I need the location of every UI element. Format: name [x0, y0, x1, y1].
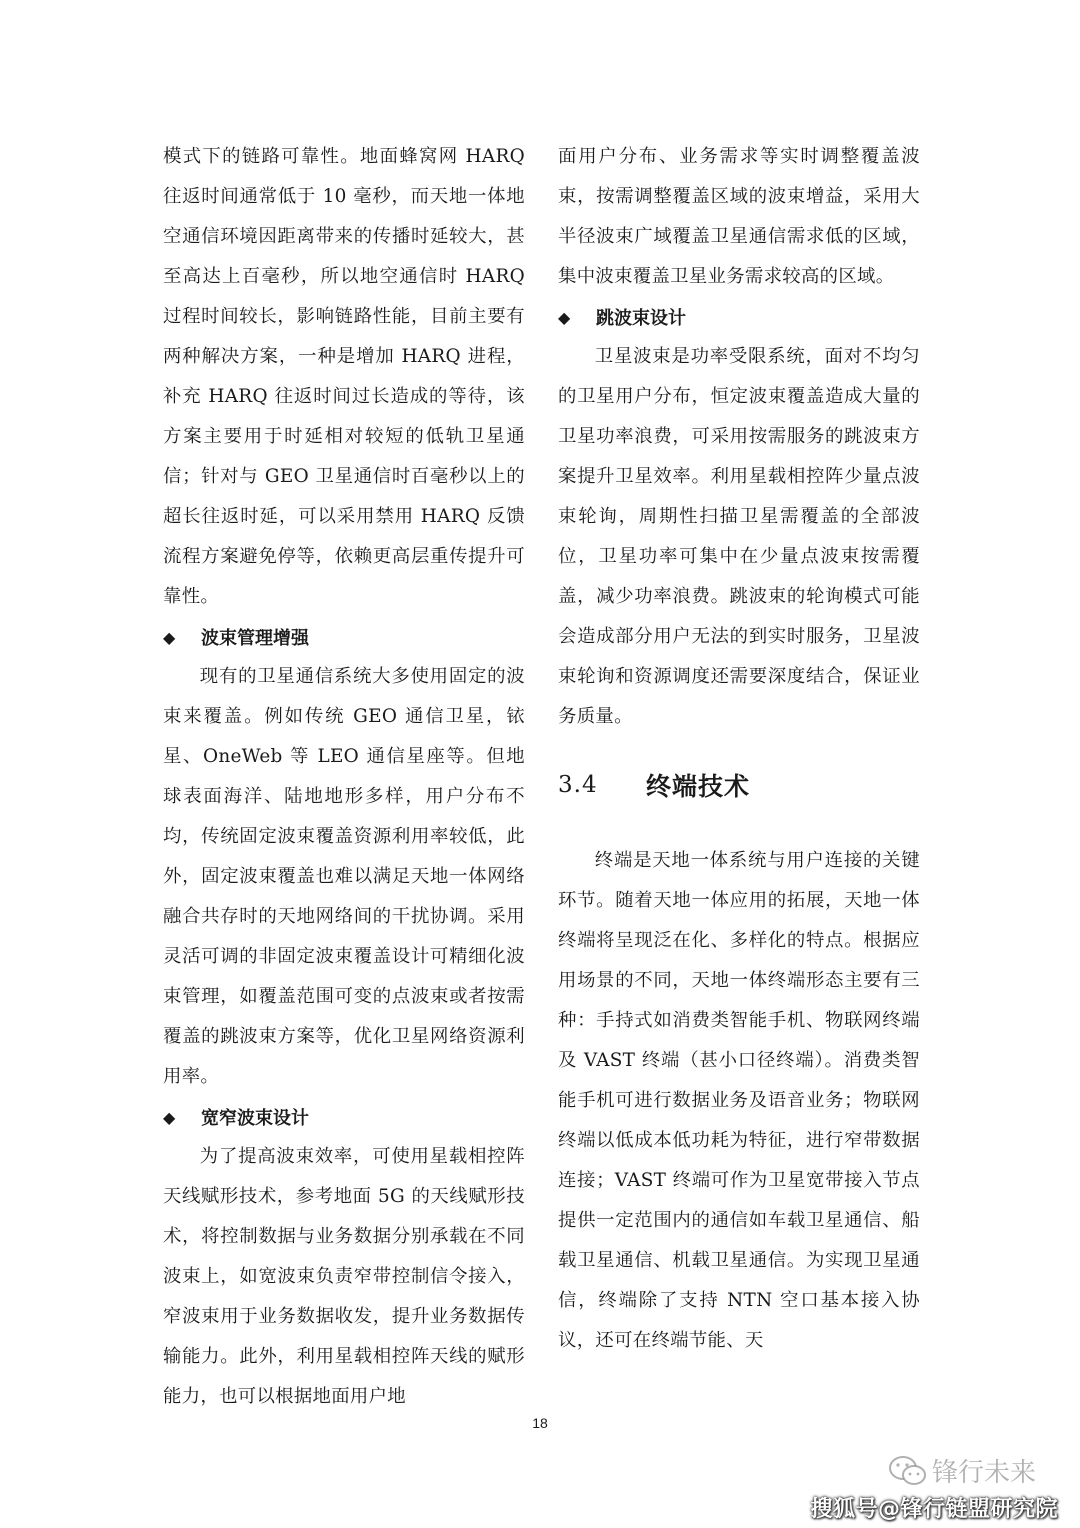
right-column — [558, 137, 920, 1361]
page-number: 18 — [532, 1415, 548, 1431]
subheading — [163, 617, 525, 657]
subheading — [163, 1097, 525, 1137]
diamond-bullet-icon: ◆ — [163, 1107, 176, 1127]
paragraph: 现有的卫星通信系统大多使用固定的波束来覆盖。例如传统 GEO 通信卫星，铱星、OneWeb 等 LEO 通信星座等。但地球表面海洋、陆地地形多样，用户分布不均，传统固定波束覆盖资源利用率较低，此外，固定波束覆盖也难以满足天地一体网络融合共存时的天地网络间的干扰协调。采用灵活可调的非固定波束覆盖设计可精细化波束管理，如覆盖范围可变的点波束或者按需覆盖的跳波束方案等，优化卫星网络资源利用率。 — [163, 666, 525, 1087]
paragraph: 模式下的链路可靠性。地面蜂窝网 HARQ 往返时间通常低于 10 毫秒，而天地一体地空通信环境因距离带来的传播时延较大，甚至高达上百毫秒，所以地空通信时 HARQ 过程时间较长，影响链路性能，目前主要有两种解决方案，一种是增加 HARQ 进程，补充 HARQ 往返时间过长造成的等待，该方案主要用于时延相对较短的低轨卫星通信；针对与 GEO 卫星通信时百毫秒以上的超长往返时延，可以采用禁用 HARQ 反馈流程方案避免停等，依赖更高层重传提升可靠性。 — [163, 146, 525, 607]
watermark-source: 搜狐号@锋行链盟研究院 — [810, 1497, 1058, 1522]
left-column — [163, 137, 525, 1417]
subheading-text: 波束管理增强 — [201, 628, 309, 649]
paragraph: 面用户分布、业务需求等实时调整覆盖波束，按需调整覆盖区域的波束增益，采用大半径波束广域覆盖卫星通信需求低的区域，集中波束覆盖卫星业务需求较高的区域。 — [558, 146, 920, 287]
watermark-brand-text: 锋行未来 — [932, 1458, 1037, 1488]
paragraph: 终端是天地一体系统与用户连接的关键环节。随着天地一体应用的拓展，天地一体终端将呈现泛在化、多样化的特点。根据应用场景的不同，天地一体终端形态主要有三种：手持式如消费类智能手机、物联网终端及 VAST 终端（甚小口径终端）。消费类智能手机可进行数据业务及语音业务；物联网终端以低成本低功耗为特征，进行窄带数据连接；VAST 终端可作为卫星宽带接入节点提供一定范围内的通信如车载卫星通信、船载卫星通信、机载卫星通信。为实现卫星通信，终端除了支持 NTN 空口基本接入协议，还可在终端节能、天 — [558, 850, 920, 1351]
paragraph: 为了提高波束效率，可使用星载相控阵天线赋形技术，参考地面 5G 的天线赋形技术，将控制数据与业务数据分别承载在不同波束上，如宽波束负责窄带控制信令接入，窄波束用于业务数据收发，提升业务数据传输能力。此外，利用星载相控阵天线的赋形能力，也可以根据地面用户地 — [163, 1146, 525, 1407]
section-number: 3.4 — [558, 772, 598, 798]
diamond-bullet-icon: ◆ — [163, 627, 176, 647]
watermark-brand — [888, 1452, 1036, 1489]
section-title: 终端技术 — [646, 772, 751, 801]
subheading-text: 跳波束设计 — [596, 308, 686, 329]
paragraph: 卫星波束是功率受限系统，面对不均匀的卫星用户分布，恒定波束覆盖造成大量的卫星功率浪费，可采用按需服务的跳波束方案提升卫星效率。利用星载相控阵少量点波束轮询，周期性扫描卫星需覆盖的全部波位，卫星功率可集中在少量点波束按需覆盖，减少功率浪费。跳波束的轮询模式可能会造成部分用户无法的到实时服务，卫星波束轮询和资源调度还需要深度结合，保证业务质量。 — [558, 346, 920, 727]
subheading — [558, 297, 920, 337]
section-heading — [558, 757, 920, 813]
wechat-icon — [888, 1454, 928, 1488]
diamond-bullet-icon: ◆ — [558, 307, 571, 327]
subheading-text: 宽窄波束设计 — [201, 1108, 309, 1129]
